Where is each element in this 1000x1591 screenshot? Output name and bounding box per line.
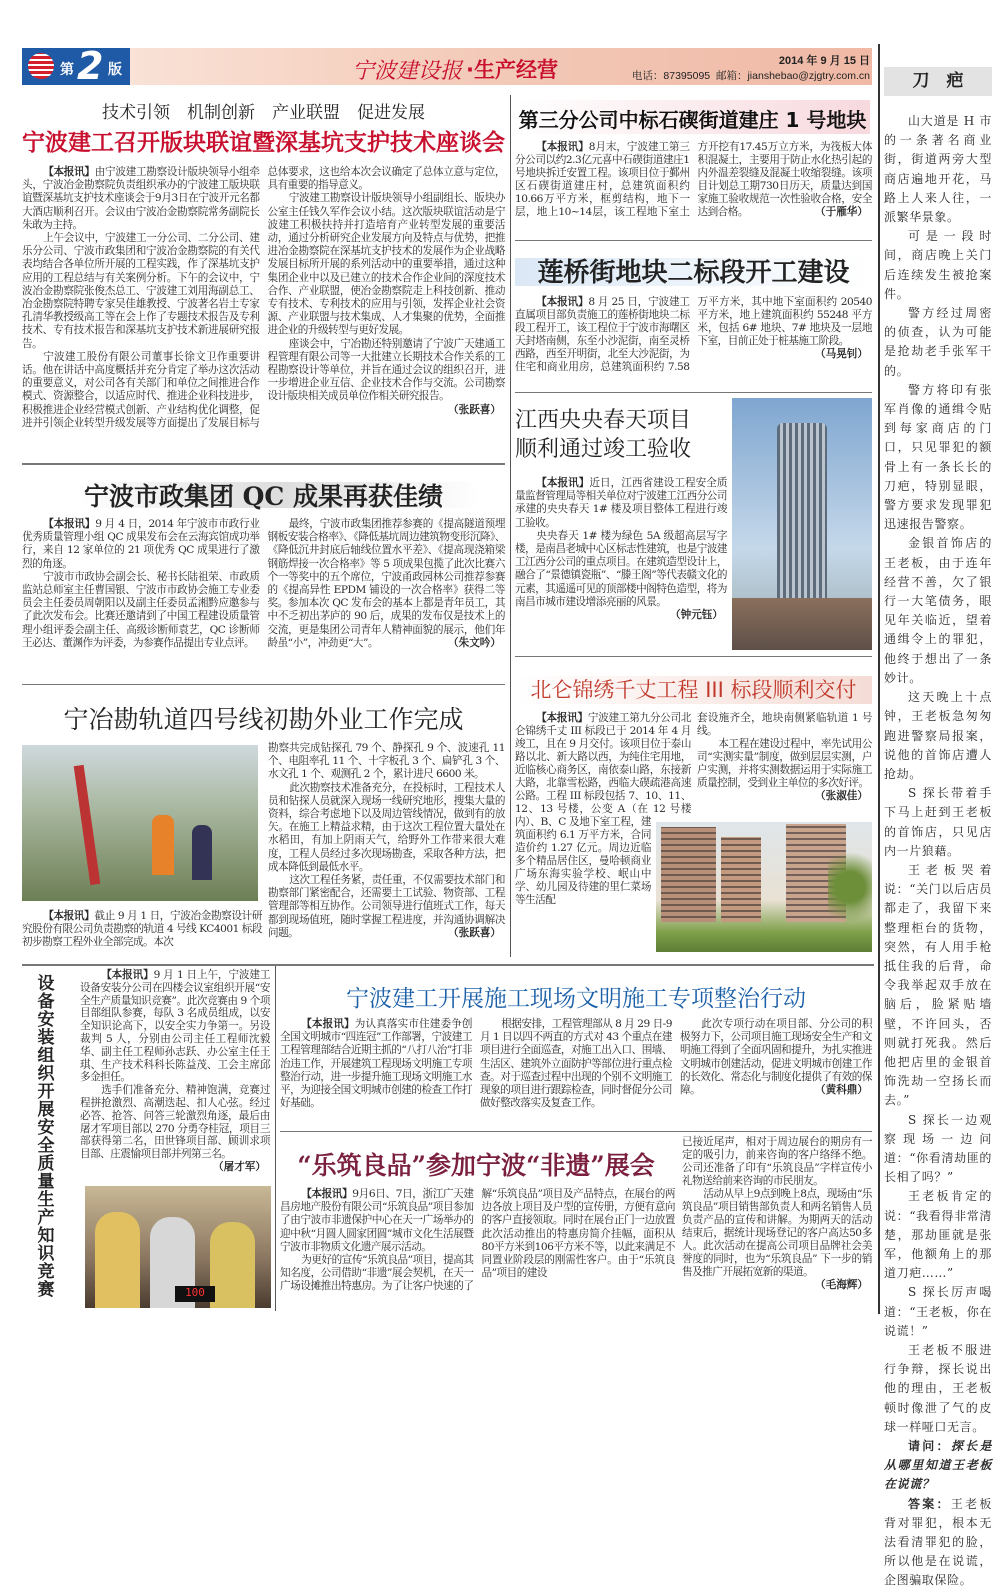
paragraph: 上午会议中，宁波建工一分公司、二分公司、建乐分公司、宁波市政集团和宁波冶金勘察院的有关代表均结合各单位所开展的工程实践，作了深基坑支护应用的工程总结与有关案例分析。下午的会议中，宁波冶金勘察院张俊杰总工、宁波建工刘用海副总工、冶金勘察院特聘专家吴佳雄教授、宁波著名岩土专家孔清华教授级高工等在会上作了专题技术报告及专利技术、专有技术报告和深基坑支护技术新进展研究报告。: [22, 232, 260, 350]
divider: [22, 684, 505, 685]
drill-rig: [74, 765, 101, 885]
headline-line: 江西央央春天项目: [515, 408, 692, 433]
byline: （张跃喜）: [448, 926, 501, 939]
paragraph: 宁波建工勘察设计版块领导小组副组长、版块办公室主任钱久军作会议小结。这次版块联谊活动是宁波建工积极扶持并打造培育产业转型发展的重要活动，通过分析研究企业发展方向及特点与优势，把推进冶金勘察院在深基坑支护技术的发展作为企业战略发展目标所开展的系列活动中的重要举措，通过这种集团企业中以及已建立的技术合作企业间的深度技术合作、产业联盟，使冶金勘察院走上科技创新、推动专有技术、专利技术的应用与引领，发挥企业社会资源、产业联盟与技术集成、人才集聚的优势，全面推进企业的升级转型与更好发展。: [267, 192, 505, 337]
paragraph: 为认真落实市住建委争创全国文明城市“四连冠”工作部署，宁波建工工程管理部结合近期主抓的“八打八治”打非治违工作，开展建筑工程现场文明施工专项整治行动，进一步提升施工现场文明施工水平，为迎接全国文明城市创建的检查工作打好基础。: [280, 1018, 473, 1110]
logo-icon: [28, 53, 54, 79]
article-body: [22, 910, 262, 950]
divider: [515, 240, 872, 241]
page-number-block: [22, 44, 130, 88]
divider: [280, 1131, 872, 1132]
paragraph: 最终，宁波市政集团推荐参赛的《提高隧道预埋钢板安装合格率》、《降低基坑周边建筑物变形沉降》、《降低沉井封底后轴线位置水平差》、《提高现浇箱梁钢筋焊接一次合格率》等 5 项成果包揽了此次比赛六个一等奖中的五个席位，宁波甬政园林公司推荐参赛的《提高异性 EPDM 铺设的一次合格率》获得二等奖。参加本次 QC 发布会的基本上都是青年员工，其中不乏初出茅庐的 90 后，成果的发布仅是技术上的交流，更是集团公司青年人精神面貌的展示，他们年龄虽“小”，冲劲更“大”。: [267, 518, 505, 649]
story-title-box: [884, 67, 992, 96]
article-body: [515, 477, 727, 622]
paragraph: 宁波市市政协会副会长、秘书长陆祖荣、市政质监站总师室主任曹国银、宁波市市政协会施工专业委员会主任委员周朝阳以及副主任委员孟湘黔应邀参与了此次发布会。比赛还邀请到了中国工程建设质量管理小组评委会副主任、高级诊断师袁艺，QC 诊断师王必达、董渊作为评委，为参赛作品提出专业点评。: [22, 570, 260, 649]
paragraph: 此次专项行动在项目部、分公司的积极努力下，公司项目施工现场安全生产和文明施工得到了全面巩固和提升，为扎实推进文明城市创建活动，促进文明城市创建工作的长效化、常态化与制度化提供了有效的保障。: [680, 1018, 872, 1097]
score-display: [175, 1286, 215, 1302]
email-label: 邮箱：: [715, 70, 748, 82]
byline: （屠才军）: [213, 1160, 266, 1173]
article-headline: 宁波建工开展施工现场文明施工专项整治行动: [346, 986, 806, 1012]
paragraph: 截止 9 月 1 日，宁波冶金勘察设计研究股份有限公司负责勘察的轨道 4 号线 KC4001 标段初步勘察工程外业全部完成。本次: [22, 910, 262, 949]
paragraph: 警方经过周密的侦查，认为可能是抢劫老手张军干的。: [884, 306, 992, 378]
column-rule: [878, 44, 880, 1314]
divider: [22, 463, 505, 465]
column-rule: [275, 966, 276, 1311]
paragraph: S 探长带着手下马上赶到王老板的首饰店，只见店内一片狼藉。: [884, 786, 992, 858]
paragraph: S 探长一边观察现场一边问道：“你看清劫匪的长相了吗？”: [884, 1112, 992, 1185]
contestant: [210, 1222, 255, 1308]
article-headline: 第三分公司中标石碶街道建庄 1 号地块: [518, 108, 867, 132]
byline: （钟元钰）: [670, 609, 723, 622]
article-body-continued: [697, 712, 872, 803]
paragraph: 由宁波建工勘察设计版块领导小组牵头，宁波冶金勘察院负责组织承办的宁波建工版块联谊暨深基坑支护技术座谈会于9月3日在宁波开元名都大酒店顺利召开。会议由宁波冶金勘察院常务副院长朱敢为主持。: [22, 166, 260, 231]
article-body-continued: [682, 1136, 872, 1292]
contest-photo: [85, 1186, 271, 1308]
worker: [152, 815, 174, 875]
article-body-continued: [268, 742, 505, 940]
divider: [515, 656, 872, 657]
question: 探长是从哪里知道王老板在说谎？: [884, 1439, 992, 1492]
email: jianshebao@zjgtry.com.cn: [747, 70, 870, 82]
paragraph: 山大道是 H 市的一条著名商业街，街道两旁大型商店遍地开花，马路上人来人往，一派繁华景象。: [884, 114, 992, 225]
paragraph: 座谈会中，宁冶勘还特别邀请了宁波广天建通工程管理有限公司等一大批建立长期技术合作关系的工程勘察设计等单位，并旨在通过会议的组织召开，进一步增进企业互信、企业技术合作与交流。公司勘察设计版块相关成员单位作相关研究报告。: [267, 337, 505, 403]
news-tag: 【本报讯】: [301, 1018, 355, 1030]
news-tag: 【本报讯】: [536, 712, 588, 724]
trees: [828, 842, 872, 932]
paragraph: 根据安排，工程管理部从 8 月 29 日-9 月 1 日以四不两直的方式对 43 个重点在建项目进行全面巡查，对施工出入口、围墙、生活区、建筑外立面防护等部位进行重点检查。对于巡查过程中出现的个别不文明施工现象的项目进行跟踪检查，同时督促分公司做好整改落实及复查工作。: [480, 1018, 672, 1110]
article-body: [280, 1018, 872, 1110]
news-tag: 【本报讯】: [536, 477, 590, 489]
byline: （张淑佳）: [815, 790, 868, 802]
news-tag: 【本报讯】: [101, 969, 154, 981]
news-tag: 【本报讯】: [43, 910, 95, 922]
article-body: [515, 296, 872, 374]
headline-line: 顺利通过竣工验收: [515, 437, 692, 462]
vertical-headline: 设备安装组织开展安全质量生产知识竞赛: [37, 974, 55, 1300]
answer-label: 答案：: [908, 1496, 951, 1511]
paragraph: 金银首饰店的王老板，由于连年经营不善，欠了银行一大笔债务，眼见年关临近，望着通缉令上的罪犯，他终于想出了一条妙计。: [884, 536, 992, 685]
paragraph: 套设施齐全，地块南侧紧临轨道 1 号线。: [697, 712, 872, 737]
article-body: [22, 518, 505, 650]
paragraph: 选手们准备充分、精神饱满，竞赛过程拼抢激烈、高潮迭起、扣人心弦。经过必答、抢答、问答三轮激烈角逐，最后由屠才军项目部以 270 分勇夺桂冠，项目三部获得第二名，田世锋项目部、顾训求项目部、庄震愉项目部并列第三名。: [80, 1084, 270, 1161]
article-headline: 宁冶勘轨道四号线初勘外业工作完成: [63, 705, 464, 734]
paragraph: 宁波建工股份有限公司董事长徐文卫作重要讲话。他在讲话中高度概括并充分肯定了举办这次活动的重要意义，对公司各有关部门和单位之间推进合作模式、资源整合，以适应时代、推进企业科技进步，积极推进企业经营模式创新、产业结构优化调整，促进并引领企业转型升级发展等方面提出了发展目标与总体要求，这也给本次会议确定了总体立意与定位，具有重要的指导意义。: [22, 166, 505, 429]
score-value: 100: [185, 1286, 205, 1299]
paragraph: 王老板不服进行争辩，探长说出他的理由，王老板顿时像泄了气的皮球一样哑口无言。: [884, 1343, 992, 1434]
worker: [192, 825, 212, 880]
paragraph: 宁波建工第九分公司北仑锦绣千丈 III 标段已于 2014 年 4 月竣工，且在 9 月交付。该项目位于泰山路以北、新大路以西，为纯住宅用地，近临核心商务区，南依泰山路，东接新大路，北靠雪松路，西临大碶疏港高速公路。工程 III 标段包括 7、10、11、12、13 号楼，公变 A（在 12 号楼内）、B、C 及地下室工程，建筑面积约 6.1 万平方米，合同造价约 1.27 亿元。周边近临多个精品居住区，曼哈顿商业广场东海实验学校、岷山中学、幼儿园及待建的里仁菜场等生活配: [515, 712, 692, 906]
low-buildings: [732, 598, 872, 650]
article-kicker: 技术引领 机制创新 产业联盟 促进发展: [102, 103, 425, 123]
paragraph: 近日，江西省建设工程安全质量监督管理局等相关单位对宁波建工江西分公司承建的央央春天 1# 楼及项目整体工程进行竣工验收。: [515, 477, 728, 529]
byline: （毛海辉）: [815, 1279, 868, 1291]
paragraph: 为更好的宣传“乐筑良品”项目，提高其知名度，公司借助“非遗”展会契机，在天一广场设摊推出特惠房。为了让客户快速的了解“乐筑良品”项目及产品特点，在展台的两边各放上项目及户型的宣传册，方便有意向的客户直接领取。同时在展台正门一边放置此次活动推出的特惠房简介挂幅，面积从80平方米到106平方米不等，以此来满足不同置业阶段层的刚需性客户。由于“乐筑良品”项目的建设: [280, 1188, 675, 1293]
issue-date: 2014 年 9 月 15 日: [778, 55, 870, 67]
article-headline: 北仑锦绣千丈工程 III 标段顺利交付: [530, 678, 857, 702]
story-body: [884, 112, 992, 1591]
paragraph: 9 月 1 日上午，宁波建工设备安装分公司在四楼会议室组织开展“安全生产质量知识竞赛”。此次竞赛由 9 个项目部组队参赛，每队 3 名成员组成，以安全知识论高下，以安全实力争第一。另设裁判 5 人，分别由公司主任工程师沈毅华、副主任工程师孙志跃、办公室主任王琪、生产技术科科长陈益茂、工会主席邱多金担任。: [80, 969, 271, 1084]
paragraph: 央央春天 1# 楼为绿色 5A 级超高层写字楼，是南昌老城中心区标志性建筑，也是宁波建工江西分公司的重点项目。在建筑造型设计上，融合了“景德镇瓷瓶”、“滕王阁”等代表赣文化的元素，其遥遥可见的顶部楼中阁特色造型，将为南昌市城市建设增添亮丽的风景。: [515, 529, 727, 608]
answer: 王老板背对罪犯，根本无法看清罪犯的脸，所以他是在说谎，企图骗取保险。: [884, 1496, 992, 1588]
drilling-site-photo: [22, 745, 258, 901]
paragraph: 已接近尾声，相对于周边展台的期房有一定的吸引力，前来咨询的客户络绎不绝。公司还准备了印有“乐筑良品”字样宣传小礼物送给前来咨询的市民朋友。: [682, 1136, 872, 1187]
paragraph: 此次勘察技术准备充分，在投标时，工程技术人员和钻探人员就深入现场一线研究地形，搜集大量的资料，综合考虑地下以及周边管线情况，做到有的放矢。在施工上精益求精，由于这次工程位置大量处在水稻田，有加上阴雨天气，给野外工作带来很大难度，工程人员经过多次现场勘查，采取各种方法，把成本降低到最低水平。: [268, 781, 505, 873]
article-headline: 莲桥街地块二标段开工建设: [537, 258, 850, 288]
apartment-photo: [656, 822, 872, 952]
section-name: ·生产经营: [466, 58, 558, 82]
paragraph: 可是一段时间，商店晚上关门后连续发生被抢案件。: [884, 229, 992, 301]
paragraph: 本工程在建设过程中，率先试用公司“实测实量”制度，做到层层实测，户户实测，并将实测数据运用于实际施工质量控制，受到业主单位的多次好评。: [697, 738, 872, 789]
divider: [515, 392, 872, 393]
question-label: 请问：: [908, 1439, 951, 1454]
byline: （张跃喜）: [448, 403, 501, 416]
paragraph: 这次工程任务紧，责任重，不仅需要技术部门和勘察部门紧密配合，还需要土工试验、物资部、工程管理部等相互协作。公司领导进行值班式工作，每天都到现场值班，随时掌握工程进度，并沟通协调解决问题。: [268, 874, 505, 939]
article-body: [80, 969, 270, 1174]
column-rule: [510, 95, 511, 957]
page-suffix: 版: [108, 62, 122, 78]
byline: （马晃钊）: [815, 348, 868, 360]
paragraph: 王老板哭着说：“关门以后店员都走了，我留下来整理柜台的货物，突然，有人用手枪抵住我的后背，命令我举起双手放在脑后，脸紧贴墙壁，不许回头，否则就打死我。然后他把店里的金银首饰洗劫一空扬长而去。”: [884, 862, 992, 1108]
phone: 87395095: [663, 70, 711, 82]
story-title: 刀 疤: [912, 71, 964, 91]
page-number: 2: [77, 44, 104, 88]
article-body: [22, 166, 505, 430]
article-body: [280, 1188, 675, 1294]
news-tag: 【本报讯】: [43, 518, 96, 530]
building: [721, 837, 761, 922]
article-headline: “乐筑良品”参加宁波“非遗”展会: [297, 1151, 655, 1180]
byline: （于雁华）: [815, 206, 868, 218]
article-headline: 宁波建工召开版块联谊暨深基坑支护技术座谈会: [22, 130, 505, 156]
paragraph: 这天晚上十点钟，王老板急匆匆跑进警察局报案，说他的首饰店遭人抢劫。: [884, 690, 992, 781]
paragraph: 8 月 25 日，宁波建工直属项目部负责施工的莲桥街地块二标段工程开工，该工程位于宁波市海曙区天封塔南侧，东至小沙泥街，南至灵桥西路，西至开明街，北至大沙泥街，为住宅和商业用房，总建筑面积约 7.58 万平方米，其中地下室面积约 20540 平方米，地上建筑面积约 55248 平方米，包括 6# 地块、7# 地块及一层地下室，目前正处于桩基施工阶段。: [515, 296, 872, 373]
news-tag: 【本报讯】: [536, 296, 589, 308]
paragraph: 9月6日、7日，浙江广天建昌房地产股份有限公司“乐筑良品”项目参加了由宁波市非遗保护中心在天一广场举办的迎中秋“月圆人圆家团圆”城市文化生活展暨宁波市非物质文化遗产展示活动。: [280, 1188, 474, 1253]
paragraph: 勘察共完成钻探孔 79 个、静探孔 9 个、波速孔 11 个、电阻率孔 11 个、十字板孔 3 个、扁铲孔 3 个、水文孔 1 个、观测孔 2 个，累计进尺 6600 米。: [268, 742, 505, 781]
paragraph: 王老板肯定的说：“我看得非常清楚，那劫匪就是张军，他额角上的那道刀疤……”: [884, 1189, 992, 1281]
divider: [22, 964, 874, 966]
contact-info: [632, 68, 870, 83]
news-tag: 【本报讯】: [43, 166, 95, 178]
news-tag: 【本报讯】: [536, 141, 589, 153]
contestant: [95, 1212, 140, 1308]
paragraph: 8月末，宁波建工第三分公司以约2.3亿元喜中石碶街道建庄1号地块拆迁安置工程。该项目位于鄞州区石碶街道建庄村，总建筑面积约10.66万平方米，框剪结构，地下一层，地上10~14层，该工程地下室土方开挖有17.45万立方米，为筏板大体积混凝土，主要用于防止水化热引起的内外温差裂缝及混凝土收缩裂缝。该项目计划总工期730日历天，质量达到国家施工验收规范一次性验收合格，安全达到合格。: [515, 141, 872, 218]
page-prefix: 第: [60, 62, 74, 78]
byline: （朱文吟）: [448, 636, 501, 649]
tower-photo: [732, 398, 872, 650]
paper-name: 宁波建设报: [352, 59, 463, 84]
paragraph: 活动从早上9点到晚上8点，现场由“乐筑良品”项目销售部负责人和两名销售人员负责产品的宣传和讲解。为期两天的活动结束后，据统计现场登记的客户高达50多人。此次活动在提高公司项目品牌社会美誉度的同时，也为“乐筑良品” 下一步的销售及推广开展拓宽新的渠道。: [682, 1188, 872, 1278]
byline: （黄科鼎）: [815, 1084, 868, 1097]
building: [661, 827, 716, 922]
paragraph: 9 月 4 日，2014 年宁波市市政行业优秀质量管理小组 QC 成果发布会在云海宾馆成功举行，来自 12 家单位的 21 项优秀 QC 成果进行了激烈的角逐。: [22, 518, 260, 570]
article-headline: [515, 406, 725, 464]
paragraph: 警方将印有张军肖像的通缉令贴到每家商店的门口，只见罪犯的额骨上有一条长长的刀疤，特别显眼，警方要求发现罪犯迅速报告警察。: [884, 382, 992, 532]
article-body: [515, 141, 872, 219]
news-tag: 【本报讯】: [301, 1188, 353, 1200]
phone-label: 电话：: [631, 70, 664, 82]
article-headline: 宁波市政集团 QC 成果再获佳绩: [83, 482, 444, 511]
paragraph: S 探长厉声喝道：“王老板，你在说谎！”: [884, 1285, 992, 1338]
